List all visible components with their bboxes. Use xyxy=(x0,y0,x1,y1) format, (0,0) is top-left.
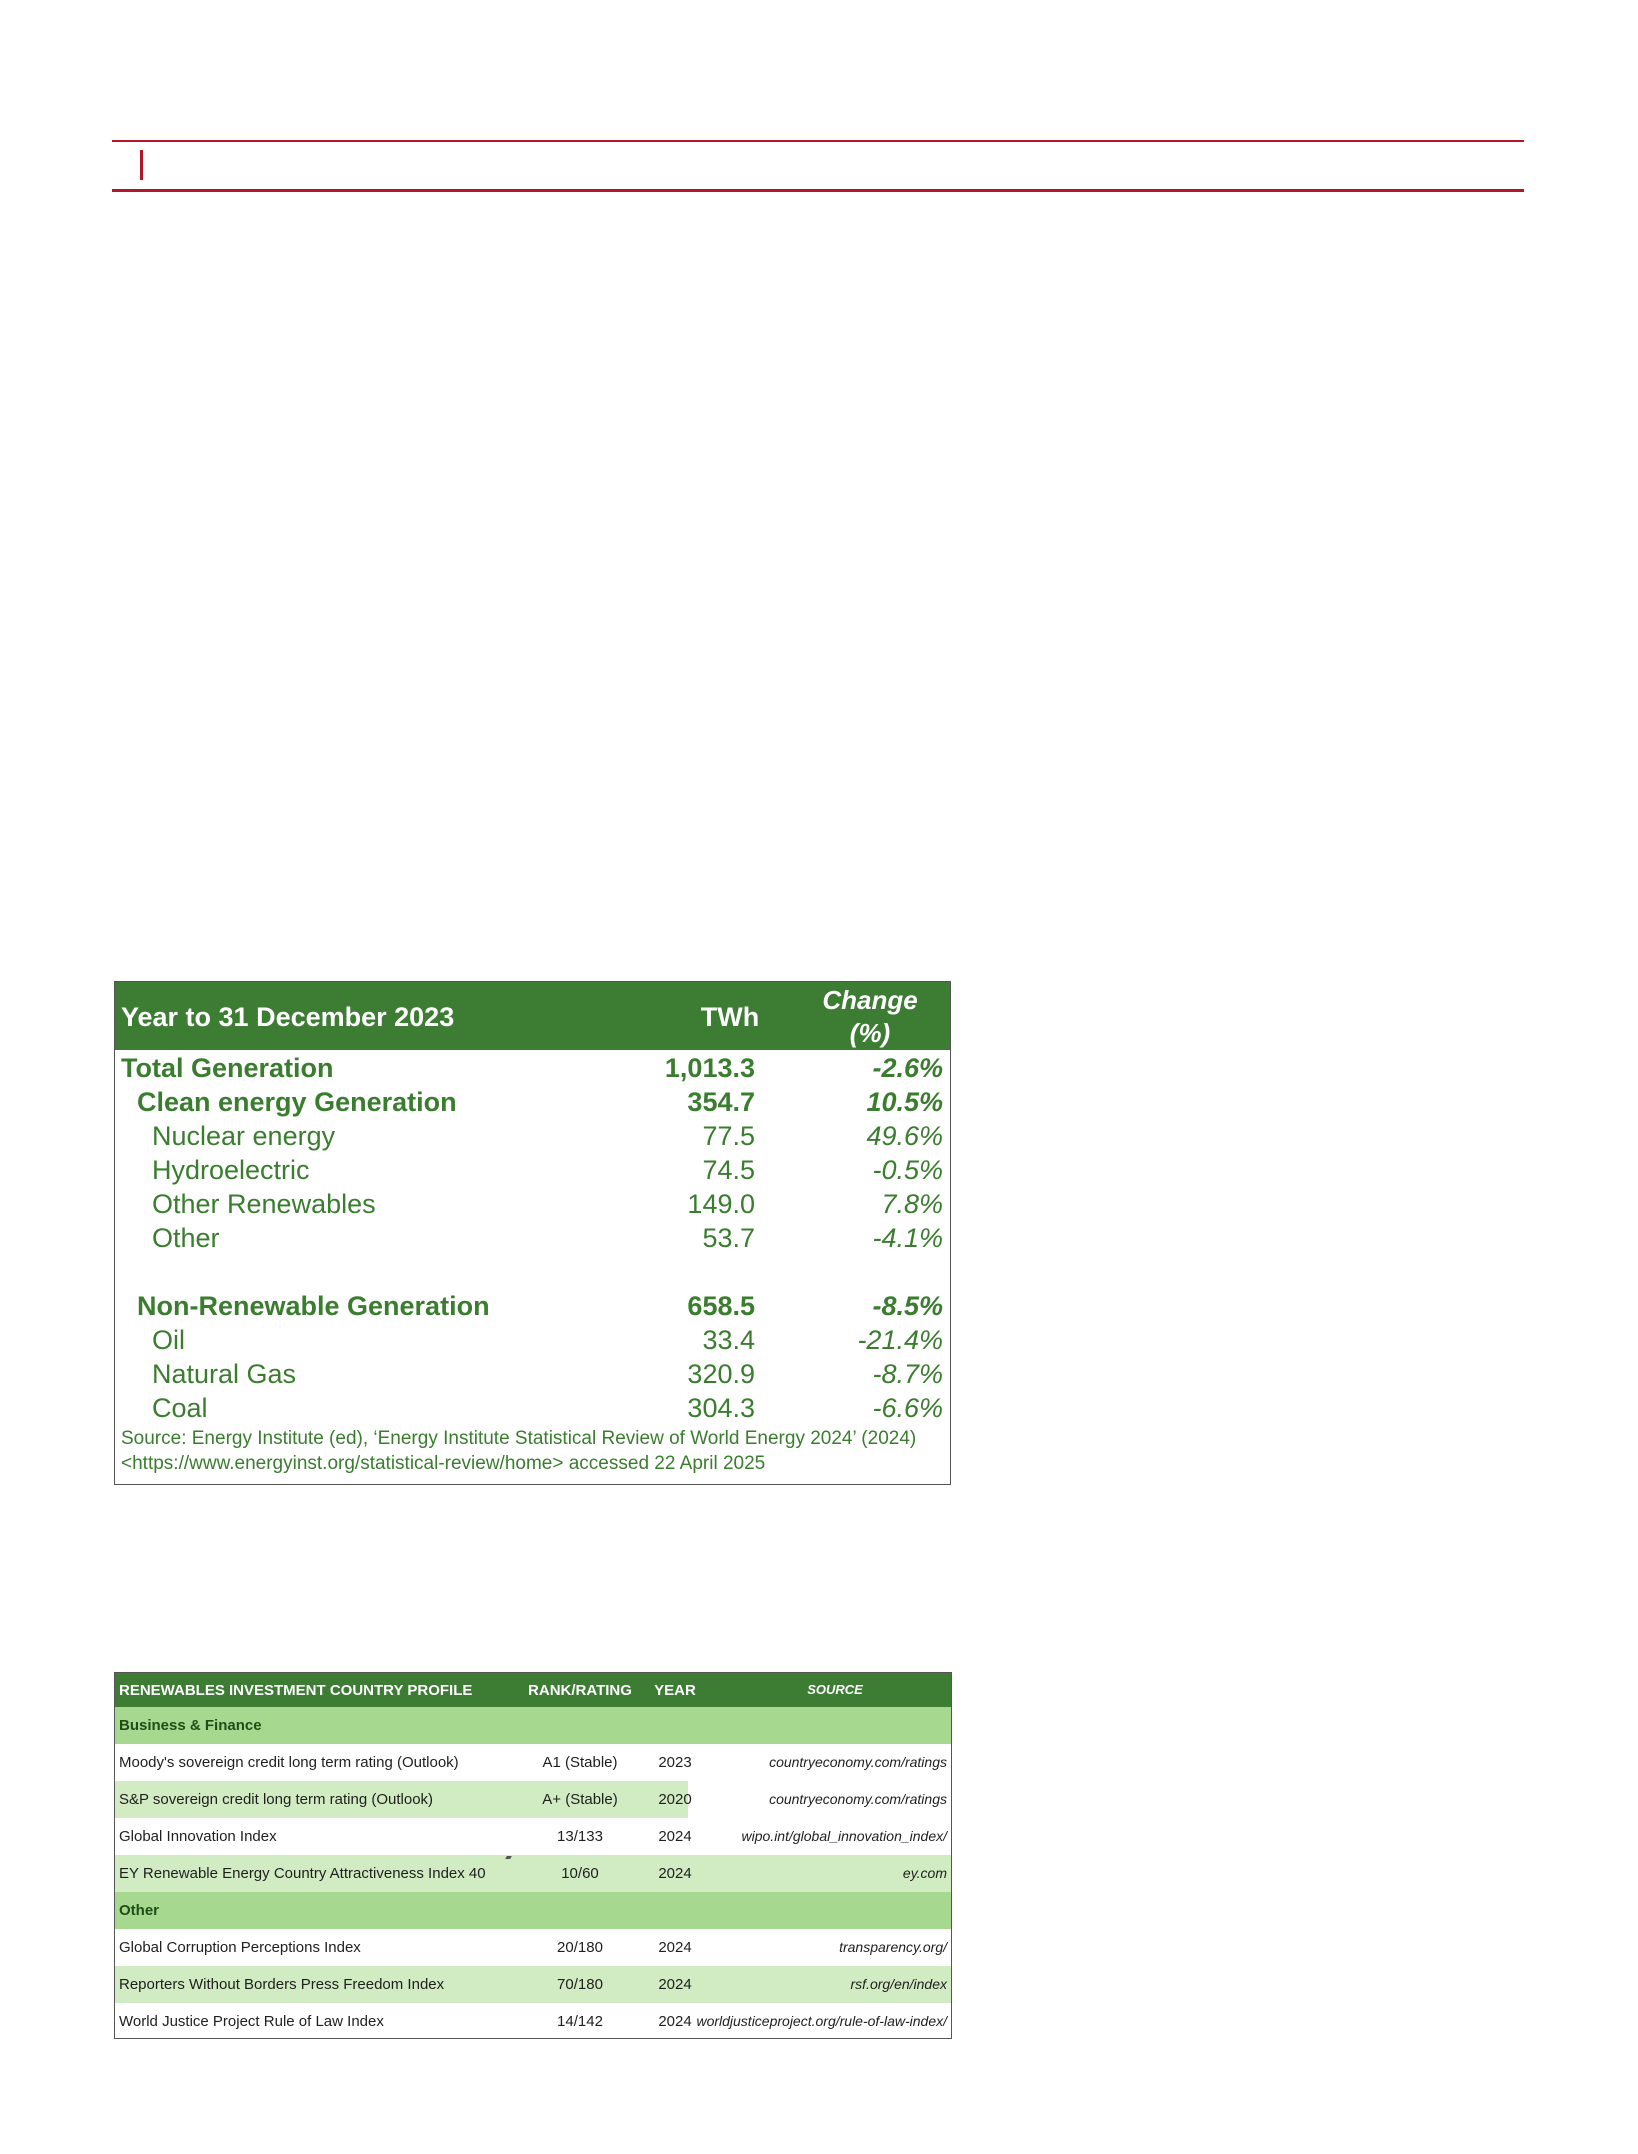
energy-row-twh: 33.4 xyxy=(702,1325,755,1355)
profile-row-rank: 70/180 xyxy=(557,1976,603,1993)
energy-row-other-renewables xyxy=(115,1187,950,1221)
energy-row-label: Coal xyxy=(152,1393,208,1423)
profile-row-moodys xyxy=(115,1744,951,1781)
profile-row-rule-of-law xyxy=(115,2003,951,2040)
energy-row-natural-gas xyxy=(115,1357,950,1391)
country-profile-table xyxy=(114,1672,952,2039)
profile-row-year: 2024 xyxy=(658,1939,692,1956)
energy-row-change: -21.4% xyxy=(857,1325,943,1355)
energy-row-change: -8.7% xyxy=(872,1359,943,1389)
energy-row-nuclear xyxy=(115,1119,950,1153)
energy-row-coal xyxy=(115,1391,950,1425)
profile-row-name: EY Renewable Energy Country Attractiveness Index 40 xyxy=(119,1865,486,1882)
energy-header-change xyxy=(795,984,945,1050)
energy-row-non-renewable xyxy=(115,1289,950,1323)
profile-header-year: YEAR xyxy=(654,1682,696,1699)
profile-table-header xyxy=(115,1673,951,1707)
profile-row-source: countryeconomy.com/ratings xyxy=(769,1791,947,1807)
profile-row-name: S&P sovereign credit long term rating (Outlook) xyxy=(119,1791,434,1808)
energy-row-label: Nuclear energy xyxy=(152,1121,336,1151)
profile-row-global-innovation xyxy=(115,1818,951,1855)
profile-row-name: Global Corruption Perceptions Index xyxy=(119,1939,361,1956)
profile-header-rank: RANK/RATING xyxy=(528,1682,632,1699)
energy-row-twh: 77.5 xyxy=(702,1121,755,1151)
energy-header-period: Year to 31 December 2023 xyxy=(121,1002,455,1032)
header-rule-mark xyxy=(140,150,143,180)
profile-row-year: 2024 xyxy=(658,1865,692,1882)
profile-row-source: rsf.org/en/index xyxy=(850,1976,947,1992)
profile-header-source: SOURCE xyxy=(807,1682,863,1697)
energy-row-change: 49.6% xyxy=(866,1121,943,1151)
energy-row-hydroelectric xyxy=(115,1153,950,1187)
profile-section-other xyxy=(115,1892,951,1929)
energy-row-label: Hydroelectric xyxy=(152,1155,310,1185)
energy-header-change-line1: Change xyxy=(822,985,918,1015)
profile-row-year: 2024 xyxy=(658,1828,692,1845)
profile-row-corruption xyxy=(115,1929,951,1966)
energy-row-label: Non-Renewable Generation xyxy=(137,1291,490,1321)
energy-source-line1: Source: Energy Institute (ed), ‘Energy Institute Statistical Review of World Energy 2024’ (2024) xyxy=(121,1428,917,1449)
energy-row-change: -4.1% xyxy=(872,1223,943,1253)
energy-row-other xyxy=(115,1221,950,1255)
energy-row-change: 7.8% xyxy=(881,1189,943,1219)
energy-row-label: Other Renewables xyxy=(152,1189,376,1219)
energy-row-change: -2.6% xyxy=(872,1053,943,1083)
energy-row-twh: 354.7 xyxy=(687,1087,755,1117)
electricity-generation-table xyxy=(114,981,951,1485)
profile-section-title: Business & Finance xyxy=(119,1717,262,1734)
profile-row-source: wipo.int/global_innovation_index/ xyxy=(741,1828,947,1844)
energy-header-twh: TWh xyxy=(700,1002,760,1032)
header-rule-bottom xyxy=(112,189,1524,192)
energy-row-change: -6.6% xyxy=(872,1393,943,1423)
profile-row-name: Global Innovation Index xyxy=(119,1828,277,1845)
energy-row-twh: 658.5 xyxy=(687,1291,755,1321)
energy-row-label: Natural Gas xyxy=(152,1359,297,1389)
profile-row-year: 2023 xyxy=(658,1754,692,1771)
profile-section-title: Other xyxy=(119,1902,160,1919)
energy-row-twh: 53.7 xyxy=(702,1223,755,1253)
profile-row-rank: 14/142 xyxy=(557,2013,603,2030)
profile-row-rank: 13/133 xyxy=(557,1828,603,1845)
energy-row-label: Other xyxy=(152,1223,220,1253)
profile-row-year: 2024 xyxy=(658,2013,692,2030)
energy-header-change-line2: (%) xyxy=(849,1018,891,1048)
profile-row-rank: 20/180 xyxy=(557,1939,603,1956)
profile-header-name: RENEWABLES INVESTMENT COUNTRY PROFILE xyxy=(119,1682,473,1699)
profile-row-source: worldjusticeproject.org/rule-of-law-index/ xyxy=(696,2013,947,2029)
profile-row-name: Reporters Without Borders Press Freedom Index xyxy=(119,1976,445,1993)
energy-row-twh: 149.0 xyxy=(687,1189,755,1219)
energy-row-change: 10.5% xyxy=(866,1087,943,1117)
profile-row-source: countryeconomy.com/ratings xyxy=(769,1754,947,1770)
energy-row-label: Clean energy Generation xyxy=(137,1087,457,1117)
profile-row-rank: 10/60 xyxy=(561,1865,599,1882)
energy-row-twh: 1,013.3 xyxy=(664,1053,755,1083)
energy-row-label: Oil xyxy=(152,1325,185,1355)
profile-row-name: Moody's sovereign credit long term rating (Outlook) xyxy=(119,1754,459,1771)
energy-row-change: -0.5% xyxy=(872,1155,943,1185)
profile-row-press-freedom xyxy=(115,1966,951,2003)
header-rule-top xyxy=(112,140,1524,142)
profile-row-rank: A+ (Stable) xyxy=(542,1791,618,1808)
profile-row-sp xyxy=(115,1781,951,1818)
energy-row-twh: 320.9 xyxy=(687,1359,755,1389)
energy-source-line2: <https://www.energyinst.org/statistical-review/home> accessed 22 April 2025 xyxy=(121,1453,766,1474)
comment-marker xyxy=(505,1856,512,1859)
profile-row-ey-recai xyxy=(115,1855,951,1892)
profile-row-source: ey.com xyxy=(902,1865,947,1881)
energy-row-twh: 74.5 xyxy=(702,1155,755,1185)
profile-row-rank: A1 (Stable) xyxy=(542,1754,618,1771)
energy-row-oil xyxy=(115,1323,950,1357)
energy-table-source xyxy=(121,1426,916,1476)
energy-table-header xyxy=(115,982,950,1050)
profile-row-name: World Justice Project Rule of Law Index xyxy=(119,2013,384,2030)
energy-row-clean-energy xyxy=(115,1085,950,1119)
energy-row-label: Total Generation xyxy=(121,1053,334,1083)
energy-row-change: -8.5% xyxy=(872,1291,943,1321)
profile-row-year: 2020 xyxy=(658,1791,692,1808)
profile-section-business-finance xyxy=(115,1707,951,1744)
energy-row-total-generation xyxy=(115,1051,950,1085)
profile-row-source: transparency.org/ xyxy=(839,1939,947,1955)
profile-row-year: 2024 xyxy=(658,1976,692,1993)
energy-row-twh: 304.3 xyxy=(687,1393,755,1423)
